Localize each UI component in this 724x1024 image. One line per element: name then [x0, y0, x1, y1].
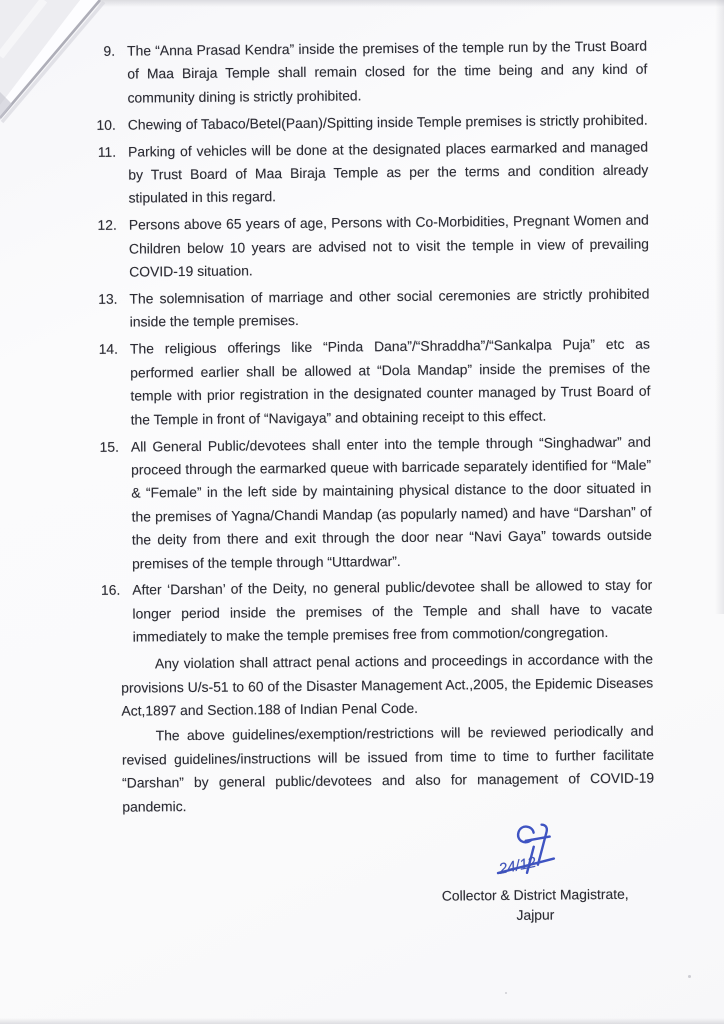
list-item-number: 11. [97, 143, 117, 160]
list-item-text: Persons above 65 years of age, Persons with Co-Morbidities, Pregnant Women and Children below 10 years are advised not to visit the temple in view of prevailing COVID-19 situation. [128, 211, 650, 280]
list-item-text: After ‘Darshan’ of the Deity, no general public/devotee shall be allowed to stay for longer period inside the premises of the Temple and shall have to vacate immediately to make the temple premises free from commotion/congregation. [132, 577, 653, 645]
list-item [90, 574, 657, 650]
list-item-number: 12. [97, 217, 117, 234]
list-item-text: The solemnisation of marriage and other social ceremonies are strictly prohibited inside the temple premises. [129, 285, 650, 331]
list-item [87, 283, 653, 335]
list-item-number: 14. [98, 341, 119, 358]
list-item-text: Chewing of Tabaco/Betel(Paan)/Spitting inside Temple premises is strictly prohibited. [127, 111, 648, 133]
scan-right-edge-shadow [715, 0, 724, 614]
list-item [86, 135, 653, 211]
list-item [85, 35, 652, 111]
signature-block [399, 819, 672, 926]
list-item-number: 13. [98, 290, 118, 307]
signatory-title: Collector & District Magistrate, [441, 886, 629, 905]
list-item [89, 430, 656, 576]
list-item-number: 15. [99, 438, 119, 455]
list-item-text: Parking of vehicles will be done at the designated places earmarked and managed by Trust Board of Maa Biraja Temple as per the terms and condition already stipulated in this regard. [127, 138, 649, 207]
list-item [86, 108, 652, 137]
closing-paragraph-violation: Any violation shall attract penal actions and proceedings in accordance with the provisions U/s-51 to 60 of the Disaster Management Act.,2005, the Epidemic Diseases Act,1897 and Section.188 of Indian Penal Code. [121, 650, 654, 719]
document-body [85, 35, 660, 930]
signature-scribble [476, 820, 595, 879]
list-item [88, 333, 655, 432]
list-item [87, 209, 654, 285]
closing-paragraph-review: The above guidelines/exemption/restrictions will be reviewed periodically and revised guidelines/instructions will be issued from time to time to further facilitate “Darshan” by general public/devotees and also for management of COVID-19 pandemic. [121, 722, 655, 815]
list-item-text: All General Public/devotees shall enter into the temple through “Singhadwar” and proceed through the earmarked queue with barricade separately identified for “Male” & “Female” in the left side by maintaining physical distance to the door situated in the premises of Yagna/Chandi Mandap (as popularly named) and have “Darshan” of the deity from there and exit through the door near “Navi Gaya” towards outside premises of the temple through “Uttardwar”. [130, 433, 652, 572]
list-item-number: 16. [100, 582, 121, 599]
scan-speckle [688, 975, 691, 978]
signature-date-text: 24/12 [497, 853, 538, 878]
list-item-text: The “Anna Prasad Kendra” inside the premises of the temple run by the Trust Board of Maa Biraja Temple shall remain closed for the time being and any kind of community dining is strictly prohibited. [127, 37, 648, 106]
scan-bottom-edge-shadow [0, 1018, 724, 1024]
list-item-text: The religious offerings like “Pinda Dana”/“Shraddha”/“Sankalpa Puja” etc as performed earlier shall be allowed at “Dola Mandap” inside the premises of the temple with prior registration in the designated counter managed by Trust Board of the Temple in front of “Navigaya” and obtaining receipt to this effect. [129, 335, 651, 428]
signatory-place: Jajpur [516, 906, 555, 923]
scan-speckle [505, 992, 507, 994]
list-item-number: 10. [96, 116, 116, 133]
list-item-number: 9. [103, 42, 116, 59]
